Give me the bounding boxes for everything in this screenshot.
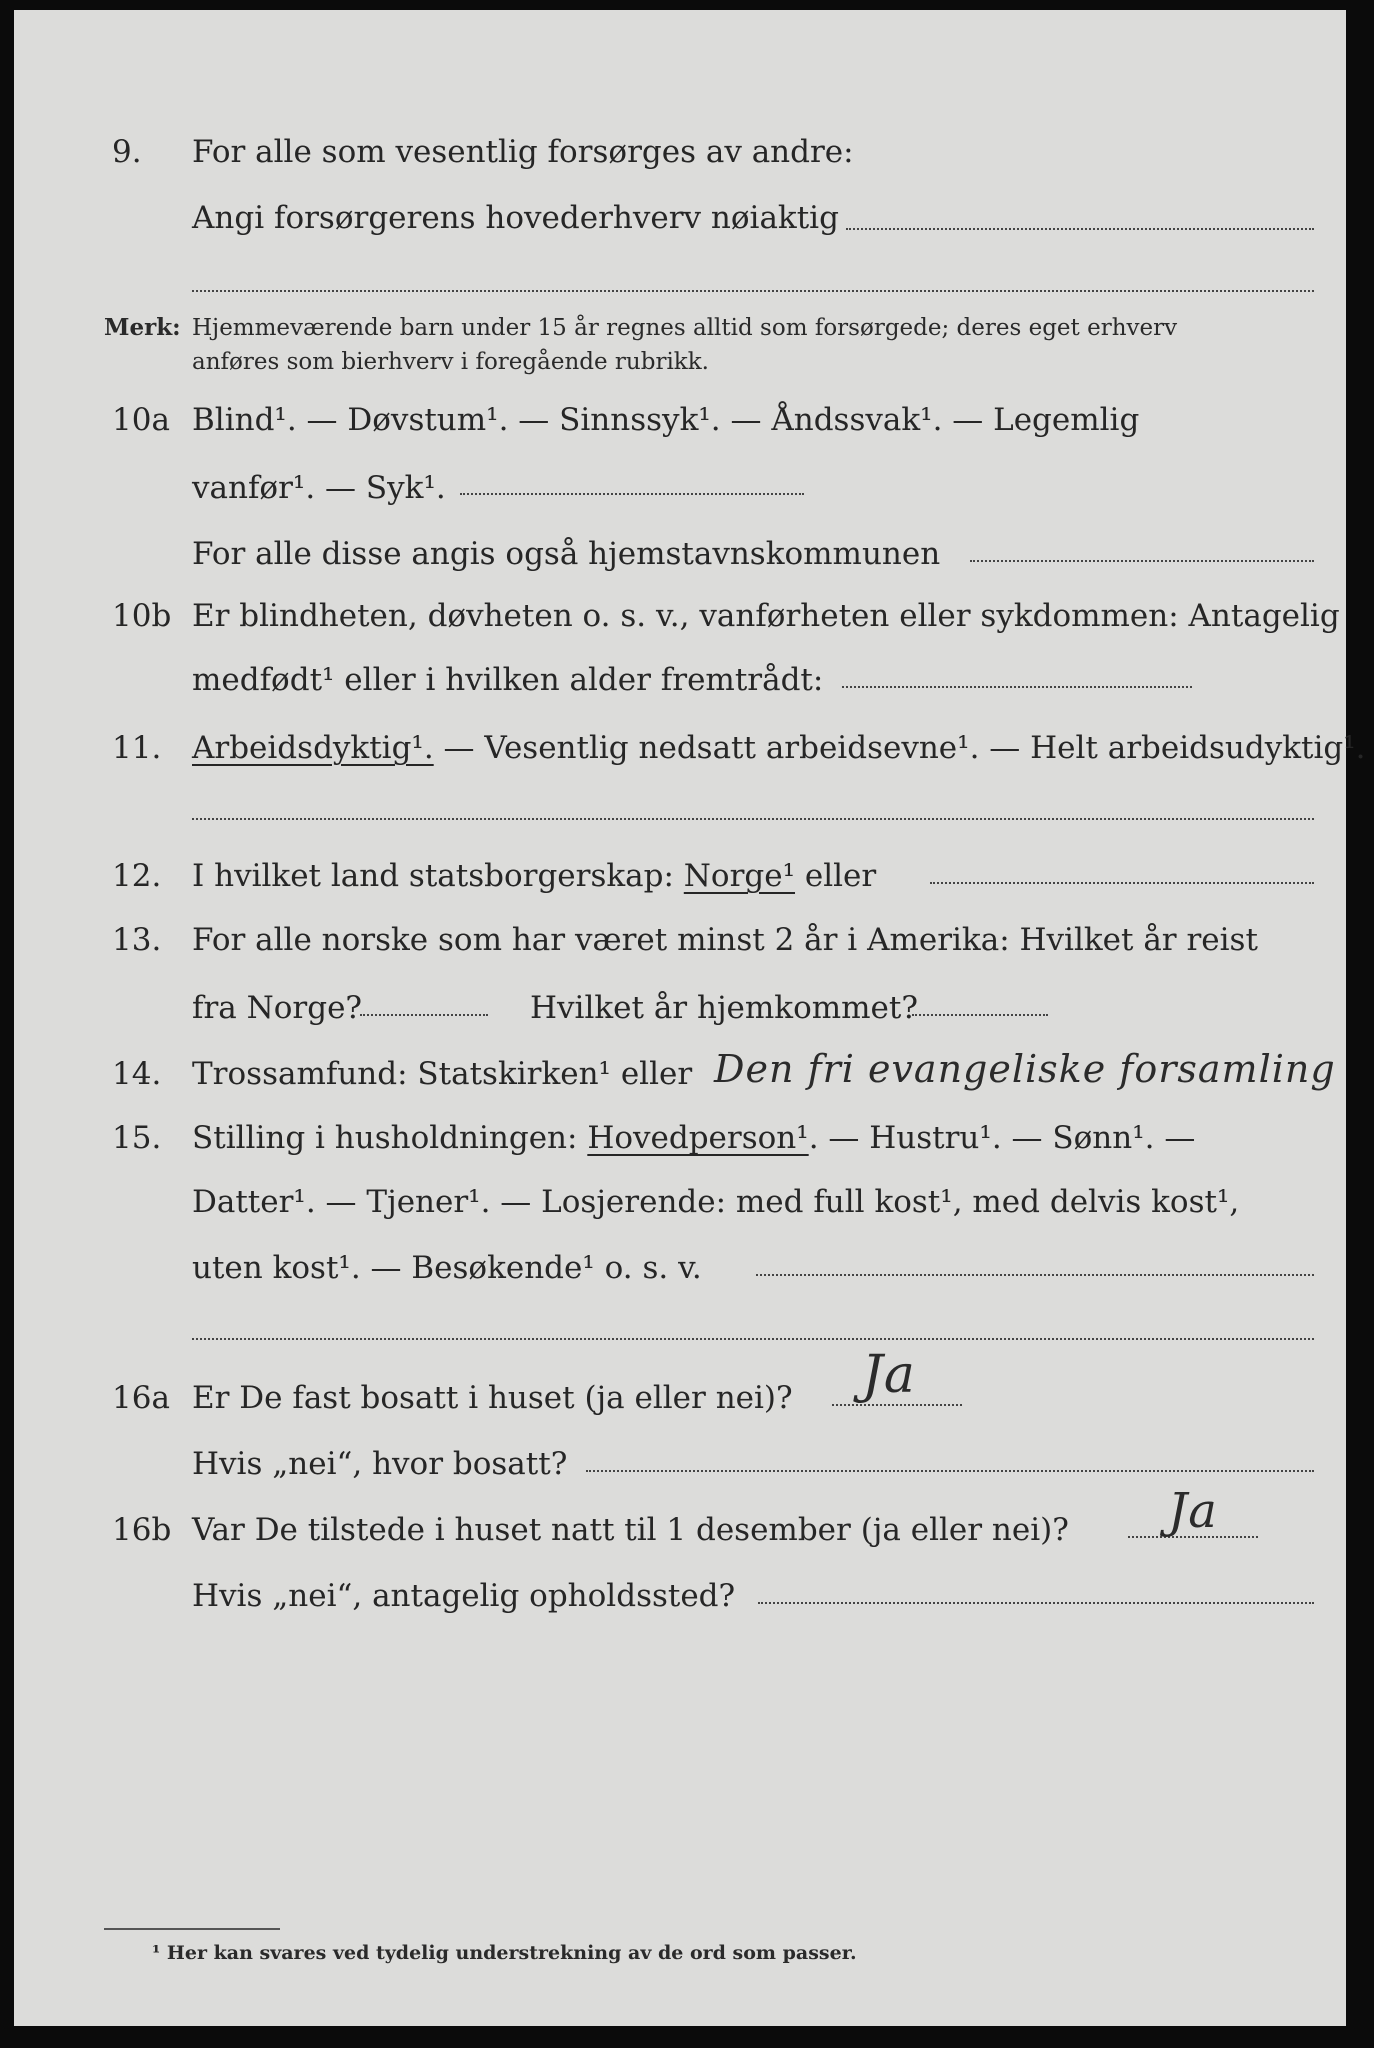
q13-line2a: fra Norge?	[192, 990, 363, 1026]
q13-hjemkommet-answer-line[interactable]	[912, 1014, 1048, 1016]
q12-selected-norge[interactable]: Norge¹	[683, 858, 796, 894]
q10b-line1: Er blindheten, døvheten o. s. v., vanførheten eller sykdommen: Antagelig	[192, 598, 1340, 634]
q16a-line1: Er De fast bosatt i huset (ja eller nei)?	[192, 1380, 793, 1416]
q15-line3: uten kost¹. — Besøkende¹ o. s. v.	[192, 1250, 702, 1286]
q16b-handwritten-answer: Ja	[1168, 1483, 1218, 1539]
q9-answer-line-2[interactable]	[192, 290, 1314, 292]
q12-post: eller	[795, 858, 877, 894]
q9-answer-line[interactable]	[846, 228, 1314, 230]
q11-rest: — Vesentlig nedsatt arbeidsevne¹. — Helt arbeidsudyktig¹.	[433, 730, 1366, 766]
q12-line	[192, 856, 876, 896]
footnote-rule	[104, 1928, 280, 1930]
q10a-syk-answer-line[interactable]	[460, 493, 804, 495]
q10b-answer-line[interactable]	[842, 686, 1192, 688]
q15-answer-line[interactable]	[756, 1274, 1314, 1276]
merk-line1: Hjemmeværende barn under 15 år regnes alltid som forsørgede; deres eget erhverv	[192, 315, 1178, 341]
q16a-handwritten-answer: Ja	[862, 1345, 916, 1405]
q11-line	[192, 728, 1366, 768]
q10b-number: 10b	[112, 598, 172, 634]
q12-number: 12.	[112, 858, 162, 894]
q11-number: 11.	[112, 730, 162, 766]
q12-answer-line[interactable]	[930, 882, 1314, 884]
q10b-line2: medfødt¹ eller i hvilken alder fremtrådt:	[192, 662, 824, 698]
q13-reist-answer-line[interactable]	[360, 1014, 488, 1016]
q12-pre: I hvilket land statsborgerskap:	[192, 858, 684, 894]
q13-line2b: Hvilket år hjemkommet?	[530, 990, 918, 1026]
q15-line2: Datter¹. — Tjener¹. — Losjerende: med full kost¹, med delvis kost¹,	[192, 1184, 1240, 1220]
q15-post: . — Hustru¹. — Sønn¹. —	[808, 1120, 1196, 1156]
q16b-opholdssted-answer-line[interactable]	[758, 1602, 1314, 1604]
q15-answer-line-2[interactable]	[192, 1338, 1314, 1340]
q15-line1	[192, 1118, 1195, 1158]
q15-number: 15.	[112, 1120, 162, 1156]
q10a-hjemstavn-answer-line[interactable]	[970, 560, 1314, 562]
q16a-number: 16a	[112, 1380, 170, 1416]
q14-handwritten-answer: Den fri evangeliske forsamling	[714, 1047, 1336, 1091]
q16a-line2: Hvis „nei“, hvor bosatt?	[192, 1446, 568, 1482]
q10a-line1: Blind¹. — Døvstum¹. — Sinnssyk¹. — Åndssvak¹. — Legemlig	[192, 402, 1140, 438]
q15-selected-hovedperson[interactable]: Hovedperson¹	[587, 1120, 809, 1156]
footnote: ¹ Her kan svares ved tydelig understrekning av de ord som passer.	[152, 1942, 857, 1964]
q16b-number: 16b	[112, 1512, 172, 1548]
q15-pre: Stilling i husholdningen:	[192, 1120, 588, 1156]
merk-label: Merk:	[104, 314, 181, 341]
q11-selected-arbeidsdyktig[interactable]: Arbeidsdyktig¹.	[192, 730, 434, 766]
q16b-line1: Var De tilstede i huset natt til 1 desember (ja eller nei)?	[192, 1512, 1069, 1548]
q10a-number: 10a	[112, 402, 170, 438]
q16a-hvor-answer-line[interactable]	[586, 1470, 1314, 1472]
q13-number: 13.	[112, 922, 162, 958]
q9-line1: For alle som vesentlig forsørges av andre:	[192, 134, 854, 170]
q9-line2: Angi forsørgerens hovederhverv nøiaktig	[192, 200, 839, 236]
q14-line: Trossamfund: Statskirken¹ eller	[192, 1056, 693, 1092]
q9-number: 9.	[112, 134, 142, 170]
q10a-line2: vanfør¹. — Syk¹.	[192, 470, 446, 506]
q16b-line2: Hvis „nei“, antagelig opholdssted?	[192, 1578, 736, 1614]
q14-number: 14.	[112, 1056, 162, 1092]
q10a-line3: For alle disse angis også hjemstavnskommunen	[192, 536, 941, 572]
q11-answer-line[interactable]	[192, 818, 1314, 820]
merk-line2: anføres som bierhverv i foregående rubrikk.	[192, 349, 709, 375]
q13-line1: For alle norske som har været minst 2 år i Amerika: Hvilket år reist	[192, 922, 1258, 958]
